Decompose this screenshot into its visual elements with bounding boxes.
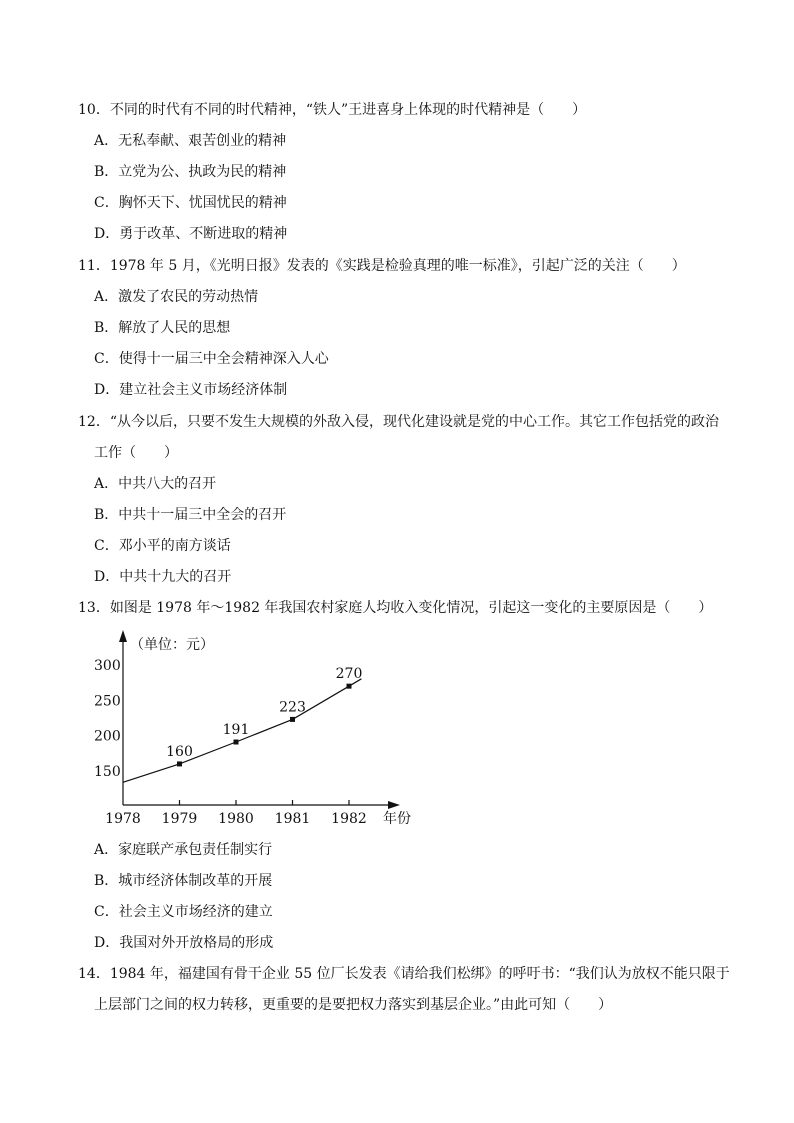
question-14-stem: 14．1984 年，福建国有骨干企业 55 位厂长发表《请给我们松绑》的呼吁书：“我们认为放权不能只限于	[78, 966, 730, 982]
income-line-chart	[94, 628, 430, 832]
question-11-option-d: D．建立社会主义市场经济体制	[94, 382, 288, 398]
question-14-stem-cont: 上层部门之间的权力转移，更重要的是要把权力落实到基层企业。”由此可知（ ）	[94, 997, 613, 1013]
y-tick-label: 300	[94, 657, 121, 674]
question-11-stem: 11．1978 年 5 月，《光明日报》发表的《实践是检验真理的唯一标准》，引起广泛的关注（ ）	[78, 258, 686, 274]
x-tick-label: 1979	[161, 811, 198, 827]
data-label: 191	[222, 722, 250, 739]
question-11-option-a: A．激发了农民的劳动热情	[94, 289, 259, 305]
chart-axes	[119, 630, 411, 827]
question-10-option-c: C．胸怀天下、忧国忧民的精神	[94, 195, 287, 211]
x-axis-arrow	[388, 801, 400, 809]
question-11-option-b: B．解放了人民的思想	[94, 320, 231, 336]
y-axis-unit-label: （单位：元）	[130, 637, 214, 653]
data-point-marker	[177, 761, 182, 766]
data-point-marker	[234, 740, 239, 745]
x-tick-label: 1978	[105, 811, 141, 827]
y-tick-label: 200	[94, 728, 121, 745]
question-10-option-b: B．立党为公、执政为民的精神	[94, 164, 287, 180]
y-axis-arrow	[119, 630, 127, 642]
chart-data-labels	[166, 666, 362, 760]
data-label: 223	[279, 699, 306, 716]
question-11-option-c: C．使得十一届三中全会精神深入人心	[94, 351, 329, 367]
question-10-option-a: A．无私奉献、艰苦创业的精神	[94, 133, 287, 149]
question-13-stem: 13．如图是 1978 年～1982 年我国农村家庭人均收入变化情况，引起这一变化的主要原因是（ ）	[78, 600, 713, 616]
question-12-option-b: B．中共十一届三中全会的召开	[94, 507, 287, 523]
question-12-option-a: A．中共八大的召开	[94, 476, 217, 492]
question-13-option-d: D．我国对外开放格局的形成	[94, 935, 274, 951]
y-tick-label: 150	[94, 764, 121, 780]
data-point-marker	[290, 717, 295, 722]
x-tick-label: 1980	[218, 811, 254, 827]
data-label: 160	[166, 743, 193, 760]
chart-ticks	[94, 658, 367, 827]
data-label: 270	[335, 666, 363, 683]
question-12-option-c: C．邓小平的南方谈话	[94, 538, 231, 554]
question-12-stem-cont: 工作（ ）	[94, 445, 178, 461]
question-13-option-b: B．城市经济体制改革的开展	[94, 873, 273, 889]
question-13-option-c: C．社会主义市场经济的建立	[94, 904, 273, 920]
question-12-option-d: D．中共十九大的召开	[94, 569, 232, 585]
x-axis-label: 年份	[383, 811, 411, 827]
y-tick-label: 250	[94, 693, 121, 710]
x-tick-label: 1982	[331, 811, 367, 827]
question-10-stem: 10．不同的时代有不同的时代精神，“铁人”王进喜身上体现的时代精神是（ ）	[78, 102, 587, 118]
question-10-option-d: D．勇于改革、不断进取的精神	[94, 226, 288, 242]
question-12-stem: 12．“从今以后，只要不发生大规模的外敌入侵，现代化建设就是党的中心工作。其它工作包括党的政治	[78, 414, 719, 430]
question-13-option-a: A．家庭联产承包责任制实行	[94, 842, 273, 858]
data-point-marker	[347, 684, 352, 689]
x-tick-label: 1981	[274, 811, 311, 827]
